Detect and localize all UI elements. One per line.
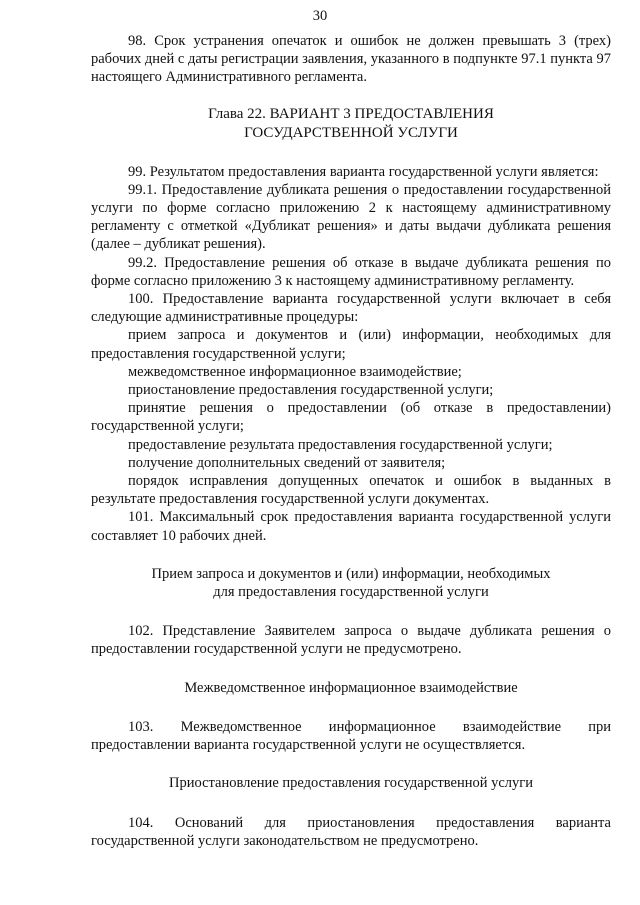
section-heading-request: [91, 565, 611, 601]
paragraph-101: 101. Максимальный срок предоставления варианта государственной услуги составляет 10 рабочих дней.: [91, 509, 611, 544]
paragraph-103: 103. Межведомственное информационное взаимодействие при предоставлении варианта государственной услуги не осуществляется.: [91, 718, 611, 754]
procedure-item: предоставление результата предоставления государственной услуги;: [128, 436, 553, 453]
paragraph-99-2: 99.2. Предоставление решения об отказе в выдаче дубликата решения по форме согласно приложению 3 к настоящему административному регламенту.: [91, 254, 611, 289]
page-number: 30: [312, 8, 328, 24]
procedure-item: приостановление предоставления государственной услуги;: [128, 382, 494, 399]
paragraph-102: 102. Представление Заявителем запроса о выдаче дубликата решения о предоставлении государственной услуги не предусмотрено.: [91, 623, 611, 658]
paragraph-99: 99. Результатом предоставления варианта государственной услуги является:: [128, 163, 599, 180]
paragraph-99-1: 99.1. Предоставление дубликата решения о предоставлении государственной услуги по форме согласно приложению 2 к настоящему административному регламенту с отметкой «Дубликат решения» и даты выдачи дубликата решения (далее – дубликат решения).: [91, 181, 611, 253]
document-body: [91, 32, 611, 850]
paragraph-98: 98. Срок устранения опечаток и ошибок не должен превышать 3 (трех) рабочих дней с даты регистрации заявления, указанного в подпункте 97.1 пункта 97 настоящего Административного регламента.: [91, 33, 611, 86]
chapter-heading-line-1: Глава 22. ВАРИАНТ 3 ПРЕДОСТАВЛЕНИЯ: [208, 105, 494, 122]
paragraph-100: 100. Предоставление варианта государственной услуги включает в себя следующие административные процедуры:: [91, 291, 611, 326]
procedure-item: порядок исправления допущенных опечаток и ошибок в выданных в результате предоставления государственной услуги документах.: [91, 473, 611, 508]
section-heading-request-line-1: Прием запроса и документов и (или) информации, необходимых: [151, 565, 551, 582]
section-heading-interaction: Межведомственное информационное взаимодействие: [184, 679, 518, 696]
chapter-heading: [91, 105, 611, 143]
paragraph-104: 104. Оснований для приостановления предоставления варианта государственной услуги законодательством не предусмотрено.: [91, 814, 611, 849]
procedure-item: принятие решения о предоставлении (об отказе в предоставлении) государственной услуги;: [91, 400, 611, 435]
section-heading-suspension: Приостановление предоставления государственной услуги: [168, 775, 533, 792]
procedure-item: получение дополнительных сведений от заявителя;: [128, 454, 446, 471]
section-heading-request-line-2: для предоставления государственной услуги: [213, 584, 489, 601]
procedure-item: межведомственное информационное взаимодействие;: [128, 363, 462, 380]
procedure-item: прием запроса и документов и (или) информации, необходимых для предоставления государственной услуги;: [91, 327, 611, 362]
chapter-heading-line-2: ГОСУДАРСТВЕННОЙ УСЛУГИ: [244, 124, 458, 141]
